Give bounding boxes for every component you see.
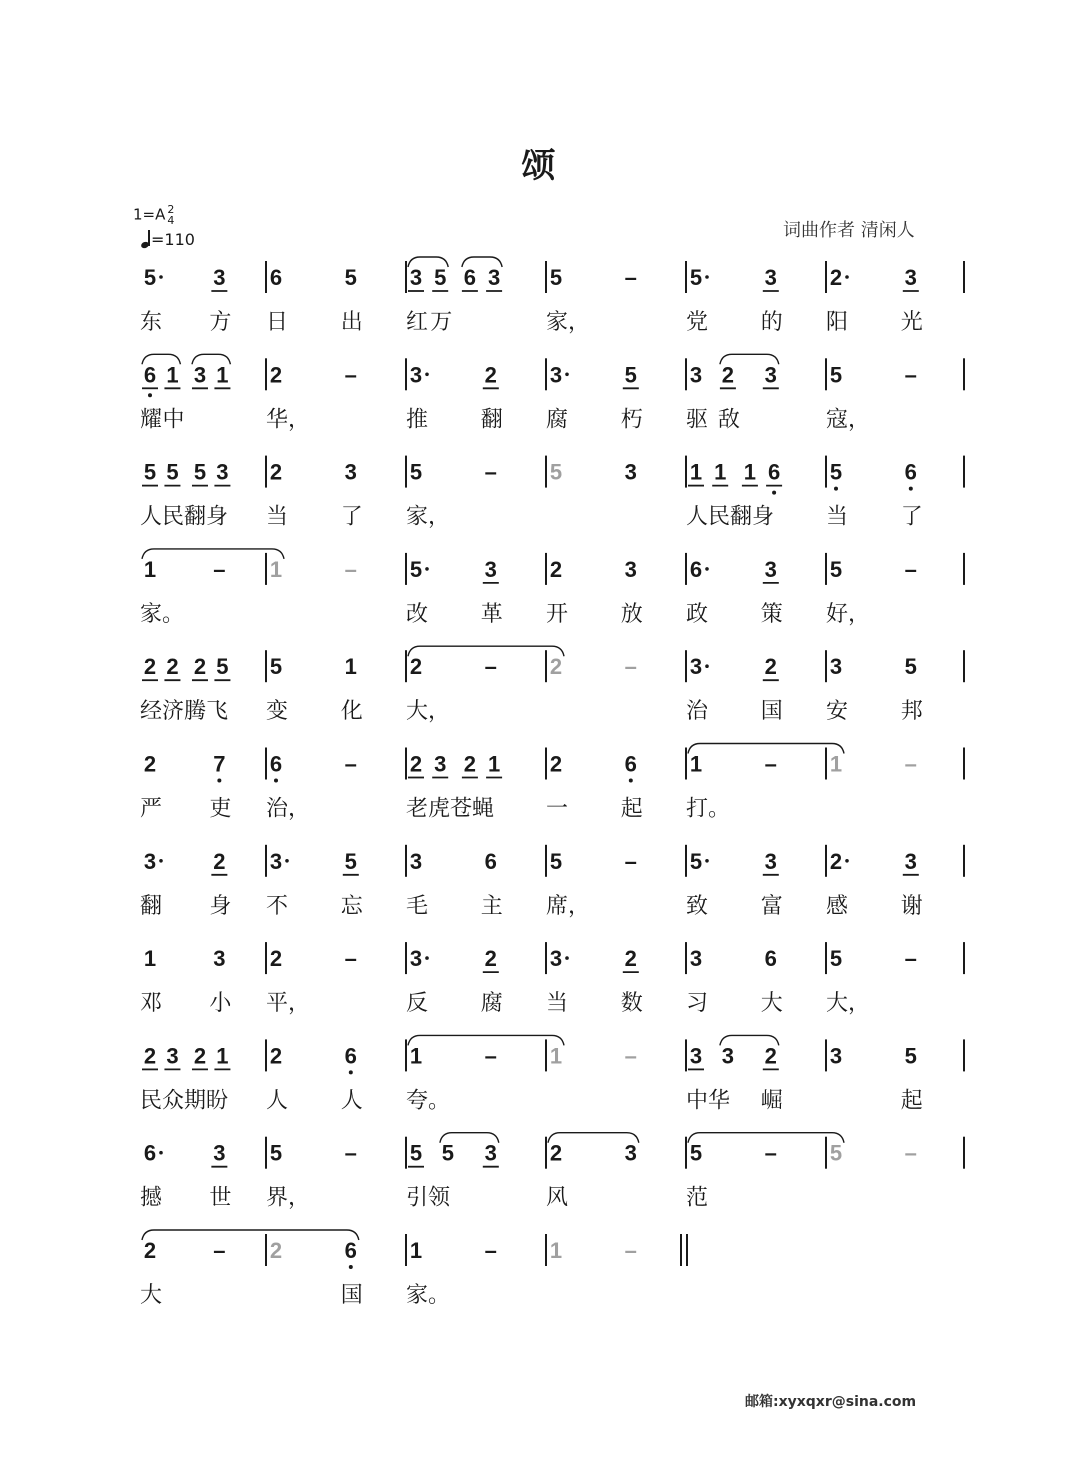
lyric: 推 bbox=[406, 407, 429, 433]
augmentation-dot bbox=[565, 956, 569, 960]
note: 6 bbox=[143, 1140, 157, 1166]
lyric: 了 bbox=[340, 504, 363, 530]
lyric: 日 bbox=[266, 310, 289, 335]
note: 5 bbox=[549, 848, 563, 874]
note: – bbox=[624, 1043, 637, 1069]
augmentation-dot bbox=[425, 567, 429, 571]
lyric: 大， bbox=[406, 699, 451, 725]
lyric: 风 bbox=[546, 1185, 569, 1211]
lyric: 治 bbox=[686, 699, 709, 725]
lyric: 翻 bbox=[140, 893, 163, 919]
note: 5 bbox=[829, 362, 843, 388]
note: 5 bbox=[409, 556, 423, 582]
lyric: 数 bbox=[620, 991, 643, 1017]
lyric: 习 bbox=[686, 991, 709, 1017]
note: 2 bbox=[721, 362, 735, 388]
note: 6 bbox=[767, 459, 781, 485]
note: 3 bbox=[434, 751, 447, 777]
augmentation-dot bbox=[705, 859, 709, 863]
note: 6 bbox=[143, 362, 157, 388]
lower-octave-dot bbox=[148, 393, 152, 397]
note: 5 bbox=[216, 654, 229, 680]
note: – bbox=[484, 1043, 497, 1069]
lyric: 引领 bbox=[406, 1185, 451, 1211]
note: 5 bbox=[409, 1140, 423, 1166]
lyric: 老虎苍蝇 bbox=[406, 796, 495, 822]
lyric: 席， bbox=[546, 893, 591, 919]
note: 3 bbox=[213, 946, 226, 972]
lower-octave-dot bbox=[772, 491, 776, 495]
lyric: 光 bbox=[900, 310, 923, 335]
note: – bbox=[904, 946, 917, 972]
augmentation-dot bbox=[159, 275, 163, 279]
note: 3 bbox=[269, 848, 283, 874]
note: 1 bbox=[166, 362, 179, 388]
note: 2 bbox=[549, 556, 563, 582]
lower-octave-dot bbox=[349, 1070, 353, 1074]
note: 3 bbox=[904, 265, 917, 290]
note: 6 bbox=[344, 1238, 357, 1263]
lyric: 改 bbox=[406, 601, 429, 627]
note: – bbox=[624, 265, 637, 290]
note: 3 bbox=[166, 1043, 179, 1069]
note: 2 bbox=[143, 654, 157, 680]
note: 6 bbox=[764, 946, 777, 972]
note: 2 bbox=[213, 848, 226, 874]
note: 3 bbox=[764, 848, 777, 874]
note: 1 bbox=[269, 556, 283, 582]
note: 5 bbox=[829, 1140, 843, 1166]
lyric: 朽 bbox=[620, 407, 643, 433]
note: 1 bbox=[216, 1043, 229, 1069]
lyric: 红 bbox=[406, 310, 429, 335]
note: – bbox=[904, 1140, 917, 1166]
lyric: 界， bbox=[266, 1185, 311, 1211]
tempo-value: =110 bbox=[151, 230, 195, 249]
lyric: 家， bbox=[546, 310, 591, 335]
note: 2 bbox=[193, 1043, 207, 1069]
note: – bbox=[764, 751, 777, 777]
lyric: 忘 bbox=[340, 893, 363, 919]
lyric: 敌 bbox=[717, 407, 740, 433]
augmentation-dot bbox=[565, 373, 569, 377]
lyric: 人民翻身 bbox=[140, 504, 229, 530]
lyric: 主 bbox=[480, 893, 503, 919]
note: 1 bbox=[714, 459, 727, 485]
lower-octave-dot bbox=[909, 487, 913, 491]
note: 5 bbox=[434, 265, 447, 290]
note: 6 bbox=[689, 556, 703, 582]
note: 3 bbox=[549, 946, 563, 972]
note: 3 bbox=[904, 848, 917, 874]
lyric: 开 bbox=[546, 601, 569, 627]
lyric: 反 bbox=[406, 991, 429, 1017]
note: – bbox=[764, 1140, 777, 1166]
note: 3 bbox=[213, 1140, 226, 1166]
note: 2 bbox=[269, 459, 283, 485]
lyric: 当 bbox=[546, 991, 569, 1017]
note: 5 bbox=[829, 556, 843, 582]
lyric: 富 bbox=[760, 893, 783, 919]
lyric: 变 bbox=[266, 699, 289, 725]
tie-slur bbox=[142, 1230, 359, 1240]
lyric: 民众期盼 bbox=[140, 1088, 229, 1114]
note: 6 bbox=[484, 848, 497, 874]
note: 6 bbox=[624, 751, 637, 777]
time-signature: 2 4 bbox=[167, 203, 175, 227]
note: 5 bbox=[143, 265, 157, 290]
note: 5 bbox=[166, 459, 179, 485]
note: 2 bbox=[269, 1043, 283, 1069]
lyric: 家， bbox=[406, 504, 451, 530]
lower-octave-dot bbox=[217, 779, 221, 783]
note: 3 bbox=[487, 265, 501, 290]
lower-octave-dot bbox=[834, 487, 838, 491]
note: – bbox=[344, 1140, 357, 1166]
note: – bbox=[344, 751, 357, 777]
note: – bbox=[624, 848, 637, 874]
note: 5 bbox=[344, 265, 357, 290]
lyric: 家。 bbox=[140, 601, 185, 627]
note: 1 bbox=[216, 362, 229, 388]
note: 2 bbox=[484, 362, 497, 388]
note: – bbox=[344, 556, 357, 582]
note: 3 bbox=[624, 556, 637, 582]
note: 2 bbox=[269, 362, 283, 388]
key-label: 1=A bbox=[133, 205, 166, 224]
lyric: 平， bbox=[266, 991, 311, 1017]
lyric: 腐 bbox=[546, 407, 569, 433]
lyric: 谢 bbox=[900, 893, 923, 919]
lyric: 感 bbox=[826, 893, 849, 919]
note: 3 bbox=[764, 556, 777, 582]
note: 2 bbox=[829, 265, 843, 290]
lyric: 翻 bbox=[480, 407, 503, 433]
note: 2 bbox=[166, 654, 179, 680]
note: 5 bbox=[441, 1140, 455, 1166]
lyric: 人 bbox=[340, 1088, 363, 1114]
lyric: 出 bbox=[340, 310, 363, 335]
note: 1 bbox=[743, 459, 757, 485]
lyric: 寇， bbox=[826, 407, 871, 433]
lyric: 国 bbox=[760, 699, 783, 725]
augmentation-dot bbox=[845, 275, 849, 279]
augmentation-dot bbox=[425, 373, 429, 377]
augmentation-dot bbox=[159, 1151, 163, 1155]
lyric: 当 bbox=[826, 504, 849, 530]
note: 1 bbox=[409, 1238, 423, 1263]
note: 2 bbox=[143, 1043, 157, 1069]
lyric: 策 bbox=[760, 601, 783, 627]
lyric: 东 bbox=[140, 310, 163, 335]
note: 2 bbox=[549, 751, 563, 777]
song-title: 颂 bbox=[521, 146, 556, 186]
lyric: 方 bbox=[209, 310, 232, 335]
note: 2 bbox=[269, 946, 283, 972]
note: 3 bbox=[409, 362, 423, 388]
note: 3 bbox=[549, 362, 563, 388]
lyric: 耀 bbox=[140, 407, 163, 433]
lyric: 家。 bbox=[406, 1283, 451, 1308]
lyric: 政 bbox=[686, 601, 709, 627]
note: 1 bbox=[549, 1238, 563, 1263]
note: 3 bbox=[344, 459, 357, 485]
note: – bbox=[624, 1238, 637, 1263]
note: 5 bbox=[549, 265, 563, 290]
lyric: 安 bbox=[826, 699, 849, 725]
note: 3 bbox=[689, 362, 703, 388]
note: 3 bbox=[213, 265, 226, 290]
composer-credit: 词曲作者 清闲人 bbox=[783, 220, 915, 241]
note: 2 bbox=[409, 654, 423, 680]
note: 2 bbox=[269, 1238, 283, 1263]
note: 1 bbox=[409, 1043, 423, 1069]
note: 3 bbox=[829, 654, 843, 680]
lyric: 打。 bbox=[686, 796, 731, 822]
note: – bbox=[484, 459, 497, 485]
note: 3 bbox=[143, 848, 157, 874]
note: 6 bbox=[463, 265, 477, 290]
note: 2 bbox=[764, 654, 777, 680]
note: 6 bbox=[269, 751, 283, 777]
note: 3 bbox=[764, 362, 777, 388]
note: 3 bbox=[409, 946, 423, 972]
lyric: 小 bbox=[209, 991, 232, 1017]
lyric: 人民翻身 bbox=[686, 504, 775, 530]
note: 1 bbox=[689, 751, 703, 777]
note: 3 bbox=[409, 848, 423, 874]
augmentation-dot bbox=[705, 664, 709, 668]
note: – bbox=[213, 556, 226, 582]
note: 3 bbox=[624, 1140, 637, 1166]
augmentation-dot bbox=[159, 859, 163, 863]
note: – bbox=[904, 751, 917, 777]
lyric: 不 bbox=[266, 893, 289, 919]
augmentation-dot bbox=[285, 859, 289, 863]
note: 3 bbox=[689, 654, 703, 680]
note: – bbox=[344, 362, 357, 388]
note: 3 bbox=[829, 1043, 843, 1069]
note: 5 bbox=[689, 265, 703, 290]
lyric: 了 bbox=[900, 504, 923, 530]
note: 1 bbox=[143, 556, 157, 582]
lyric: 中华 bbox=[686, 1088, 731, 1114]
lower-octave-dot bbox=[349, 1265, 353, 1269]
lower-octave-dot bbox=[274, 779, 278, 783]
note: 2 bbox=[764, 1043, 777, 1069]
note: 3 bbox=[193, 362, 207, 388]
note: 1 bbox=[829, 751, 843, 777]
lyric: 撼 bbox=[140, 1185, 163, 1211]
note: 6 bbox=[269, 265, 283, 290]
note: 3 bbox=[484, 556, 497, 582]
lyric: 放 bbox=[620, 601, 643, 627]
lyric: 吏 bbox=[209, 796, 232, 822]
lower-octave-dot bbox=[629, 779, 633, 783]
note: 2 bbox=[549, 1140, 563, 1166]
note: – bbox=[344, 946, 357, 972]
lyric: 华， bbox=[266, 407, 311, 433]
lyric: 毛 bbox=[406, 893, 429, 919]
note: – bbox=[213, 1238, 226, 1263]
lyric: 腐 bbox=[480, 991, 503, 1017]
note: 5 bbox=[689, 848, 703, 874]
lyric: 革 bbox=[480, 601, 503, 627]
lyric: 邦 bbox=[900, 699, 923, 725]
note: 7 bbox=[213, 751, 226, 777]
lyric: 起 bbox=[620, 796, 643, 822]
note: 3 bbox=[689, 1043, 703, 1069]
lyric: 大 bbox=[140, 1283, 163, 1308]
lyric: 邓 bbox=[140, 991, 163, 1017]
lyric: 阳 bbox=[826, 310, 849, 335]
lyric: 起 bbox=[900, 1088, 923, 1114]
note: 5 bbox=[829, 946, 843, 972]
lyric: 当 bbox=[266, 504, 289, 530]
note: 3 bbox=[689, 946, 703, 972]
augmentation-dot bbox=[705, 275, 709, 279]
note: – bbox=[484, 1238, 497, 1263]
lyric: 治， bbox=[266, 796, 311, 822]
note: 3 bbox=[216, 459, 229, 485]
augmentation-dot bbox=[425, 956, 429, 960]
note: – bbox=[624, 654, 637, 680]
note: 2 bbox=[463, 751, 477, 777]
note: 5 bbox=[269, 1140, 283, 1166]
lyric: 驱 bbox=[686, 407, 709, 433]
lyric: 国 bbox=[340, 1283, 363, 1308]
note: 5 bbox=[409, 459, 423, 485]
note: 5 bbox=[143, 459, 157, 485]
note: 2 bbox=[624, 946, 637, 972]
note: – bbox=[904, 556, 917, 582]
note: 1 bbox=[487, 751, 501, 777]
note: 1 bbox=[143, 946, 157, 972]
note: 5 bbox=[624, 362, 637, 388]
note: 1 bbox=[344, 654, 357, 680]
augmentation-dot bbox=[845, 859, 849, 863]
lyric: 大， bbox=[826, 991, 871, 1017]
lyric: 万 bbox=[430, 310, 453, 335]
note: 2 bbox=[409, 751, 423, 777]
note: 3 bbox=[721, 1043, 735, 1069]
lyric: 崛 bbox=[760, 1088, 783, 1114]
note: 5 bbox=[344, 848, 357, 874]
augmentation-dot bbox=[705, 567, 709, 571]
note: 5 bbox=[689, 1140, 703, 1166]
note: 5 bbox=[549, 459, 563, 485]
lyric: 化 bbox=[340, 699, 363, 725]
note: 1 bbox=[689, 459, 703, 485]
note: 6 bbox=[344, 1043, 357, 1069]
note: 2 bbox=[193, 654, 207, 680]
lyric: 经济腾飞 bbox=[140, 699, 229, 725]
note: 5 bbox=[904, 1043, 917, 1069]
lyric: 一 bbox=[546, 796, 569, 822]
note: 2 bbox=[143, 751, 157, 777]
lyric: 的 bbox=[760, 310, 783, 335]
lyric: 中 bbox=[162, 407, 185, 433]
note: – bbox=[484, 654, 497, 680]
note: 3 bbox=[484, 1140, 497, 1166]
lyric: 世 bbox=[209, 1185, 232, 1211]
note: 2 bbox=[484, 946, 497, 972]
lyric: 致 bbox=[686, 893, 709, 919]
note: 2 bbox=[549, 654, 563, 680]
note: 5 bbox=[829, 459, 843, 485]
lyric: 人 bbox=[266, 1088, 289, 1114]
contact-email: 邮箱:xyxqxr@sina.com bbox=[745, 1394, 917, 1410]
lyric: 严 bbox=[140, 796, 163, 822]
lyric: 范 bbox=[686, 1185, 709, 1211]
note: – bbox=[904, 362, 917, 388]
lyric: 大 bbox=[760, 991, 783, 1017]
note: 5 bbox=[269, 654, 283, 680]
lyric: 党 bbox=[686, 310, 709, 335]
note: 2 bbox=[143, 1238, 157, 1263]
lyric: 身 bbox=[209, 893, 232, 919]
note: 2 bbox=[829, 848, 843, 874]
note: 3 bbox=[409, 265, 423, 290]
note: 5 bbox=[904, 654, 917, 680]
note: 6 bbox=[904, 459, 917, 485]
lyric: 好， bbox=[826, 601, 871, 627]
lyric: 夸。 bbox=[406, 1088, 451, 1114]
note: 3 bbox=[764, 265, 777, 290]
note: 1 bbox=[549, 1043, 563, 1069]
note: 3 bbox=[624, 459, 637, 485]
note: 5 bbox=[193, 459, 207, 485]
